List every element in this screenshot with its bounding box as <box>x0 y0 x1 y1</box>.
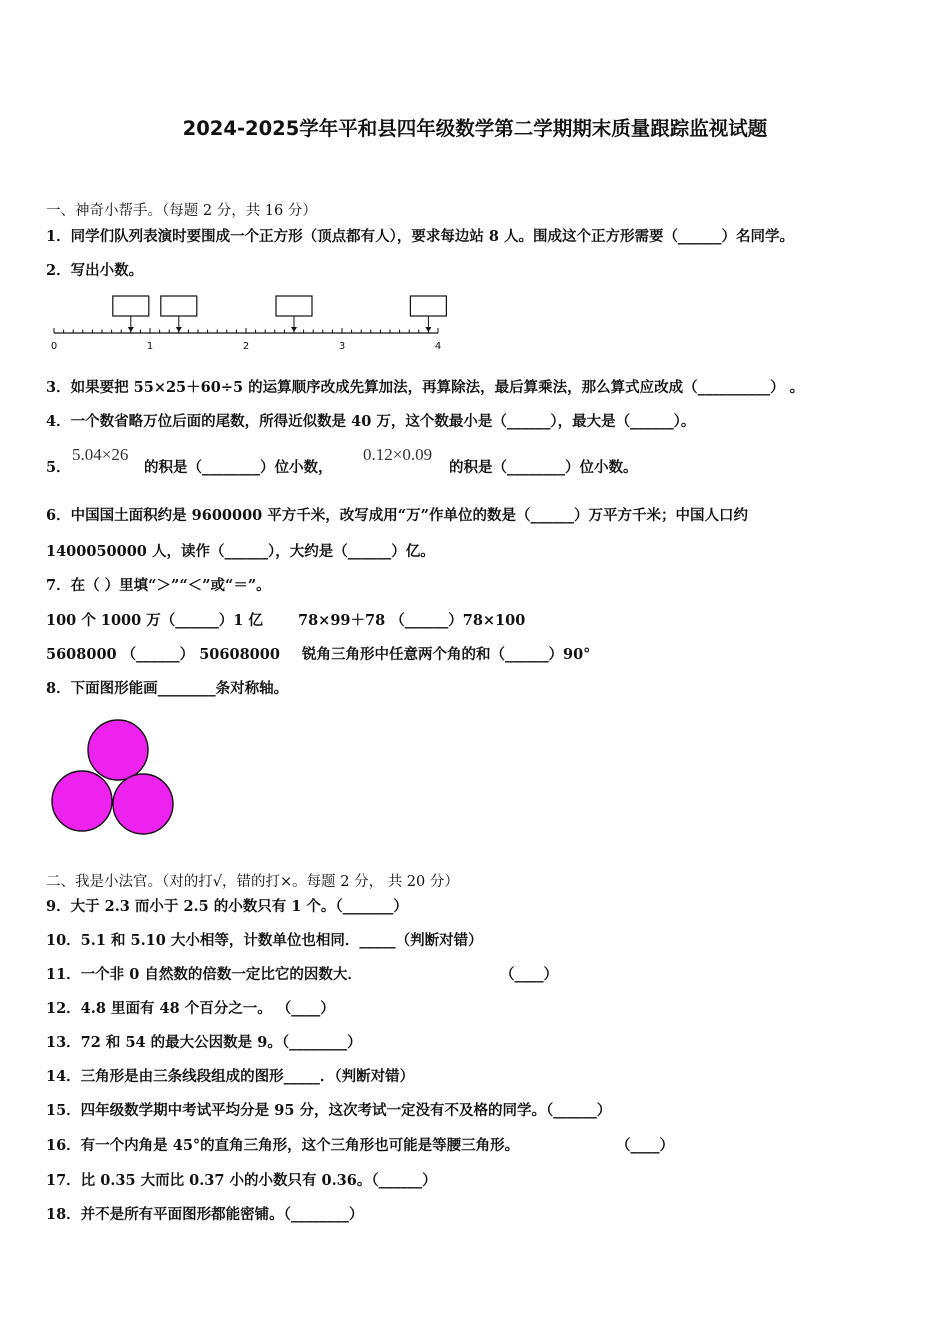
question-6-line-2: 1400050000 人，读作（______），大约是（______）亿。 <box>46 543 435 560</box>
question-8: 8．下面图形能画________条对称轴。 <box>46 680 289 697</box>
question-11: 11．一个非 0 自然数的倍数一定比它的因数大． <box>46 966 362 983</box>
question-7: 7．在（ ）里填“＞”“＜”或“＝”。 <box>46 577 271 594</box>
question-2: 2．写出小数。 <box>46 262 144 279</box>
question-5-number: 5． <box>46 459 71 476</box>
question-11-blank: （____） <box>500 966 558 983</box>
question-14: 14．三角形是由三条线段组成的图形_____．（判断对错） <box>46 1068 415 1085</box>
answer-box <box>276 296 312 316</box>
pointer-arrowhead <box>128 327 134 332</box>
page-title: 2024-2025学年平和县四年级数学第二学期期末质量跟踪监视试题 <box>182 117 768 140</box>
pointer-arrowhead <box>425 327 431 332</box>
tick-label: 1 <box>146 341 154 352</box>
question-18: 18．并不是所有平面图形都能密铺。（________） <box>46 1206 364 1223</box>
question-7-item-b: 78×99＋78 （______）78×100 <box>298 612 526 629</box>
question-6-line-1: 6．中国国土面积约是 9600000 平方千米，改写成用“万”作单位的数是（______）万平方千米；中国人口约 <box>46 507 748 524</box>
answer-box <box>161 296 197 316</box>
question-15: 15．四年级数学期中考试平均分是 95 分，这次考试一定没有不及格的同学。（______） <box>46 1102 612 1119</box>
question-5-expression-1: 5.04×26 <box>72 445 129 464</box>
question-5-expression-2: 0.12×0.09 <box>363 445 433 464</box>
tick-label: 4 <box>434 341 442 352</box>
answer-box <box>410 296 446 316</box>
question-10: 10．5.1 和 5.10 大小相等，计数单位也相同．_____（判断对错） <box>46 932 483 949</box>
question-13: 13．72 和 54 的最大公因数是 9。（________） <box>46 1034 362 1051</box>
answer-box <box>113 296 149 316</box>
number-line-figure <box>46 290 466 356</box>
question-9: 9．大于 2.3 而小于 2.5 的小数只有 1 个。（_______） <box>46 898 408 915</box>
pointer-arrowhead <box>176 327 182 332</box>
circle-bottom-left <box>52 771 112 831</box>
tick-label: 0 <box>50 341 58 352</box>
tick-label: 3 <box>338 341 346 352</box>
question-16: 16．有一个内角是 45°的直角三角形，这个三角形也可能是等腰三角形。 <box>46 1137 520 1154</box>
question-16-blank: （____） <box>616 1137 674 1154</box>
section1-heading: 一、神奇小帮手。（每题 2 分，共 16 分） <box>46 203 317 219</box>
section2-heading: 二、我是小法官。（对的打√，错的打×。每题 2 分， 共 20 分） <box>46 874 459 890</box>
question-7-item-d: 锐角三角形中任意两个角的和（______）90° <box>302 646 591 663</box>
question-7-item-a: 100 个 1000 万（______）1 亿 <box>46 612 263 629</box>
question-5-text-2: 的积是（________）位小数。 <box>449 459 638 476</box>
tick-label: 2 <box>242 341 250 352</box>
pointer-arrowhead <box>291 327 297 332</box>
circle-bottom-right <box>113 774 173 834</box>
circle-top <box>88 720 148 780</box>
question-4: 4．一个数省略万位后面的尾数，所得近似数是 40 万，这个数最小是（______），最大是（______）。 <box>46 413 696 430</box>
question-12: 12．4.8 里面有 48 个百分之一。 （____） <box>46 1000 335 1017</box>
question-7-item-c: 5608000 （______） 50608000 <box>46 646 280 663</box>
question-5-text-1: 的积是（________）位小数， <box>144 459 333 476</box>
number-line <box>51 296 447 352</box>
question-3: 3．如果要把 55×25＋60÷5 的运算顺序改成先算加法，再算除法，最后算乘法，那么算式应改成（__________） 。 <box>46 379 805 396</box>
three-circles-figure <box>46 716 182 840</box>
question-17: 17．比 0.35 大而比 0.37 小的小数只有 0.36。（______） <box>46 1172 437 1189</box>
question-1: 1．同学们队列表演时要围成一个正方形（顶点都有人），要求每边站 8 人。围成这个正方形需要（______）名同学。 <box>46 228 795 245</box>
